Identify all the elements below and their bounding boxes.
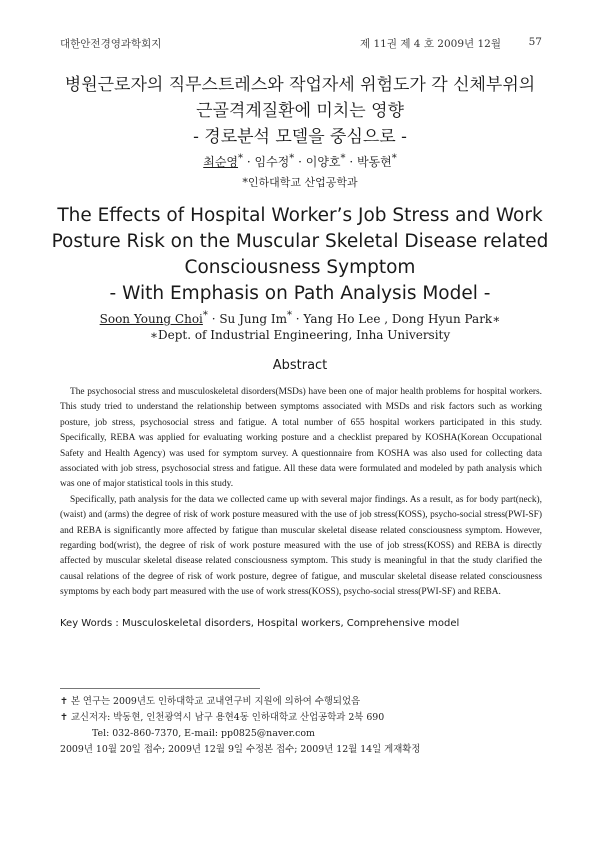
footnote-corresponding-text: 교신저자: 박동현, 인천광역시 남구 용현4동 인하대학교 산업공학과 2북 690 [67,712,385,723]
english-title [40,203,560,307]
abstract-paragraph-1: The psychosocial stress and musculoskeletal disorders(MSDs) have been one of major health problems for hospital workers. This study tried to understand the relationship between symptoms associated with MSDs and risk factors such as working posture, job stress, psychosocial stress and fatigue. A total number of 655 hospital workers participated in this study. Specifically, REBA was applied for evaluating working posture and a checklist prepared by KOSHA(Korean Occupational Safety and Health Agency) was used for symptom survey. A questionnaire from KOSHA was also used for collecting data associated with job stress, psychosocial stress and fatigue. All these data were formulated and modeled by path analysis which was one of major statistical tools in this study. [60,387,542,490]
author-ko-1-mark: * [238,153,244,164]
author-en-1: Soon Young Choi [99,312,203,326]
abstract-body [60,385,542,601]
footnote-corresponding [60,710,542,726]
english-affiliation: ∗Dept. of Industrial Engineering, Inha University [149,328,451,342]
dagger-icon: ✝ [60,712,68,723]
author-en-rest: · Yang Ho Lee , Dong Hyun Park∗ [291,312,501,326]
korean-subtitle: - 경로분석 모델을 중심으로 - [193,127,407,147]
abstract-heading: Abstract [272,358,328,373]
footnote-contact: Tel: 032-860-7370, E-mail: pp0825@naver.com [92,728,315,739]
korean-authors [40,153,560,170]
author-ko-4-mark: * [391,153,397,164]
english-authors [40,310,560,326]
author-en-1-mark: * [202,310,208,321]
author-ko-2: · 임수정 [246,155,290,169]
english-subtitle: - With Emphasis on Path Analysis Model - [109,283,491,304]
footnote-funding-text: 본 연구는 2009년도 인하대학교 교내연구비 지원에 의하여 수행되었음 [67,696,361,707]
dagger-icon: ✝ [60,696,68,707]
english-title-line-1: The Effects of Hospital Worker’s Job Stress and Work [57,205,543,226]
korean-affiliation: *인하대학교 산업공학과 [242,176,358,189]
abstract-paragraph-2: Specifically, path analysis for the data we collected came up with several major findings. As a result, as for body part(neck), (waist) and (arms) the degree of risk of work posture measured with the use of job stress(KOSS), psycho-social stress(PWI-SF) and REBA is significantly more affected by fatigue than muscular skeletal disease related consciousness symptom. However, regarding bod(wrist), the degree of risk of work posture measured with the use of job stress(KOSS) and REBA is directly affected by muscular skeletal disease related consciousness symptom. This study is meaningful in that the study clarified the causal relations of the degree of risk of work posture, degree of fatigue, and muscular skeletal disease related consciousness symptoms by each body part measured with the use of work stress(KOSS), psycho-social stress(PWI-SF) and REBA. [60,494,542,598]
korean-title-line-1: 병원근로자의 직무스트레스와 작업자세 위험도가 각 신체부위의 [64,75,536,95]
keywords: Key Words : Musculoskeletal disorders, Hospital workers, Comprehensive model [60,618,460,629]
journal-name: 대한안전경영과학회지 [60,38,162,50]
author-ko-2-mark: * [289,153,295,164]
page-number: 57 [528,36,542,48]
author-ko-1: 최순영 [203,155,239,169]
footnote-dates: 2009년 10월 20일 접수; 2009년 12월 9일 수정본 접수; 2009년 12월 14일 게재확정 [60,744,421,755]
korean-title-line-2: 근골격계질환에 미치는 영향 [196,101,404,121]
english-title-line-2: Posture Risk on the Muscular Skeletal Disease related [51,231,549,252]
author-ko-4: · 박동현 [349,155,392,169]
author-en-2: · Su Jung Im [207,312,287,326]
footnotes [60,694,542,758]
footnote-divider [60,688,260,689]
author-ko-3-mark: * [340,153,346,164]
author-ko-3: · 이양호 [298,155,341,169]
english-title-line-3: Consciousness Symptom [184,257,416,278]
author-en-2-mark: * [286,310,292,321]
footnote-funding [60,694,542,710]
korean-title [40,72,560,150]
issue-info: 제 11권 제 4 호 2009년 12월 [360,38,502,50]
